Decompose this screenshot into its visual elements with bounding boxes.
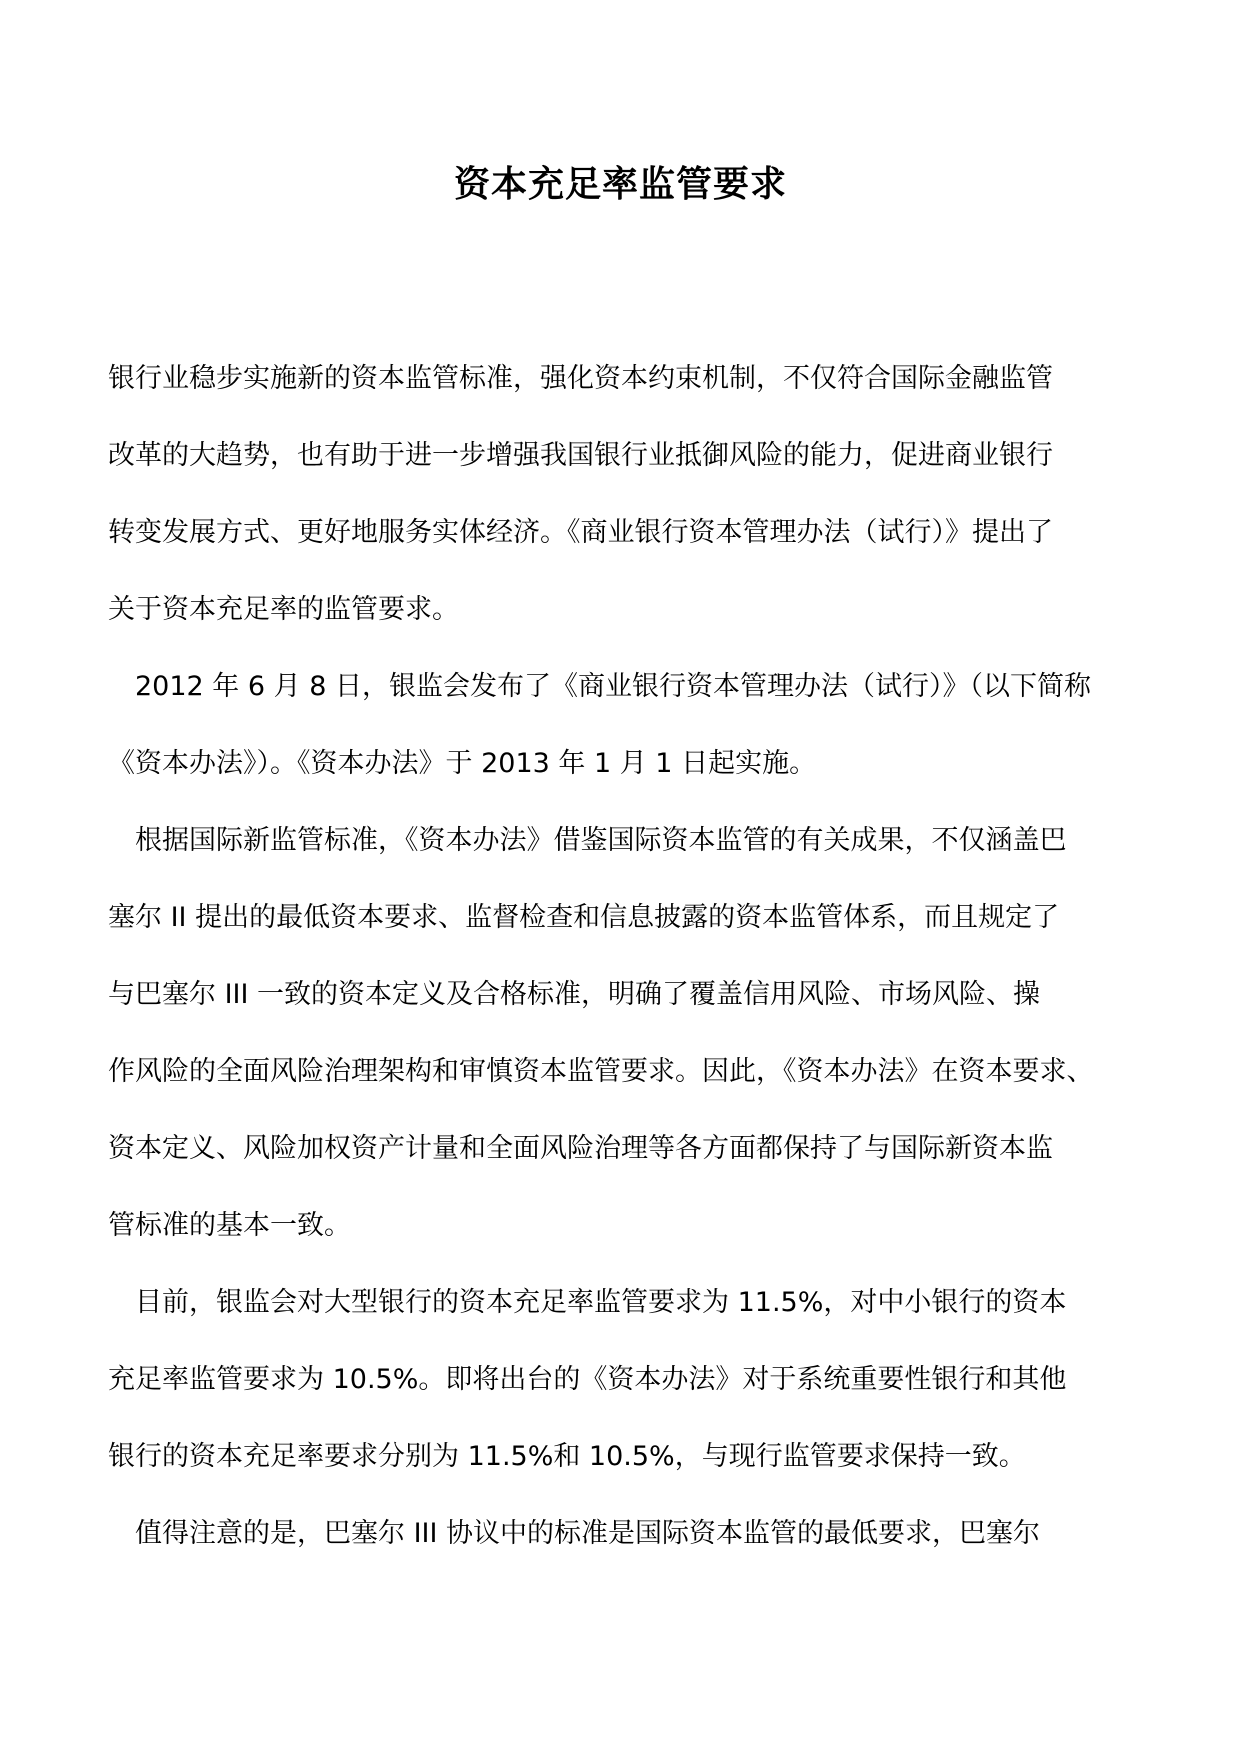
paragraph-3	[108, 802, 1148, 1264]
paragraph-line: 充足率监管要求为 10.5%。即将出台的《资本办法》对于系统重要性银行和其他	[108, 1364, 1067, 1395]
paragraph-line: 资本定义、风险加权资产计量和全面风险治理等各方面都保持了与国际新资本监	[108, 1133, 1053, 1164]
paragraph-line: 塞尔 II 提出的最低资本要求、监督检查和信息披露的资本监管体系，而且规定了	[108, 902, 1060, 933]
paragraph-line: 值得注意的是，巴塞尔 III 协议中的标准是国际资本监管的最低要求，巴塞尔	[135, 1518, 1041, 1549]
paragraph-line: 银行业稳步实施新的资本监管标准，强化资本约束机制，不仅符合国际金融监管	[108, 363, 1053, 394]
document-title: 资本充足率监管要求	[453, 163, 787, 205]
paragraph-line: 作风险的全面风险治理架构和审慎资本监管要求。因此，《资本办法》在资本要求、	[108, 1056, 1094, 1087]
paragraph-4	[108, 1264, 1148, 1495]
paragraph-line: 目前，银监会对大型银行的资本充足率监管要求为 11.5%，对中小银行的资本	[135, 1287, 1067, 1318]
paragraph-line: 改革的大趋势，也有助于进一步增强我国银行业抵御风险的能力，促进商业银行	[108, 440, 1053, 471]
paragraph-line: 管标准的基本一致。	[108, 1210, 351, 1241]
paragraph-line: 银行的资本充足率要求分别为 11.5%和 10.5%，与现行监管要求保持一致。	[108, 1441, 1026, 1472]
paragraph-5	[108, 1495, 1148, 1572]
paragraph-line: 2012 年 6 月 8 日，银监会发布了《商业银行资本管理办法（试行）》（以下简称	[135, 671, 1091, 702]
paragraph-line: 转变发展方式、更好地服务实体经济。《商业银行资本管理办法（试行）》提出了	[108, 517, 1053, 548]
paragraph-line: 与巴塞尔 III 一致的资本定义及合格标准，明确了覆盖信用风险、市场风险、操	[108, 979, 1041, 1010]
paragraph-line: 《资本办法》）。《资本办法》于 2013 年 1 月 1 日起实施。	[108, 748, 817, 779]
paragraph-line: 关于资本充足率的监管要求。	[108, 594, 459, 625]
document-body	[108, 340, 1148, 1572]
paragraph-1	[108, 340, 1148, 648]
paragraph-line: 根据国际新监管标准，《资本办法》借鉴国际资本监管的有关成果，不仅涵盖巴	[135, 825, 1067, 856]
paragraph-2	[108, 648, 1148, 802]
